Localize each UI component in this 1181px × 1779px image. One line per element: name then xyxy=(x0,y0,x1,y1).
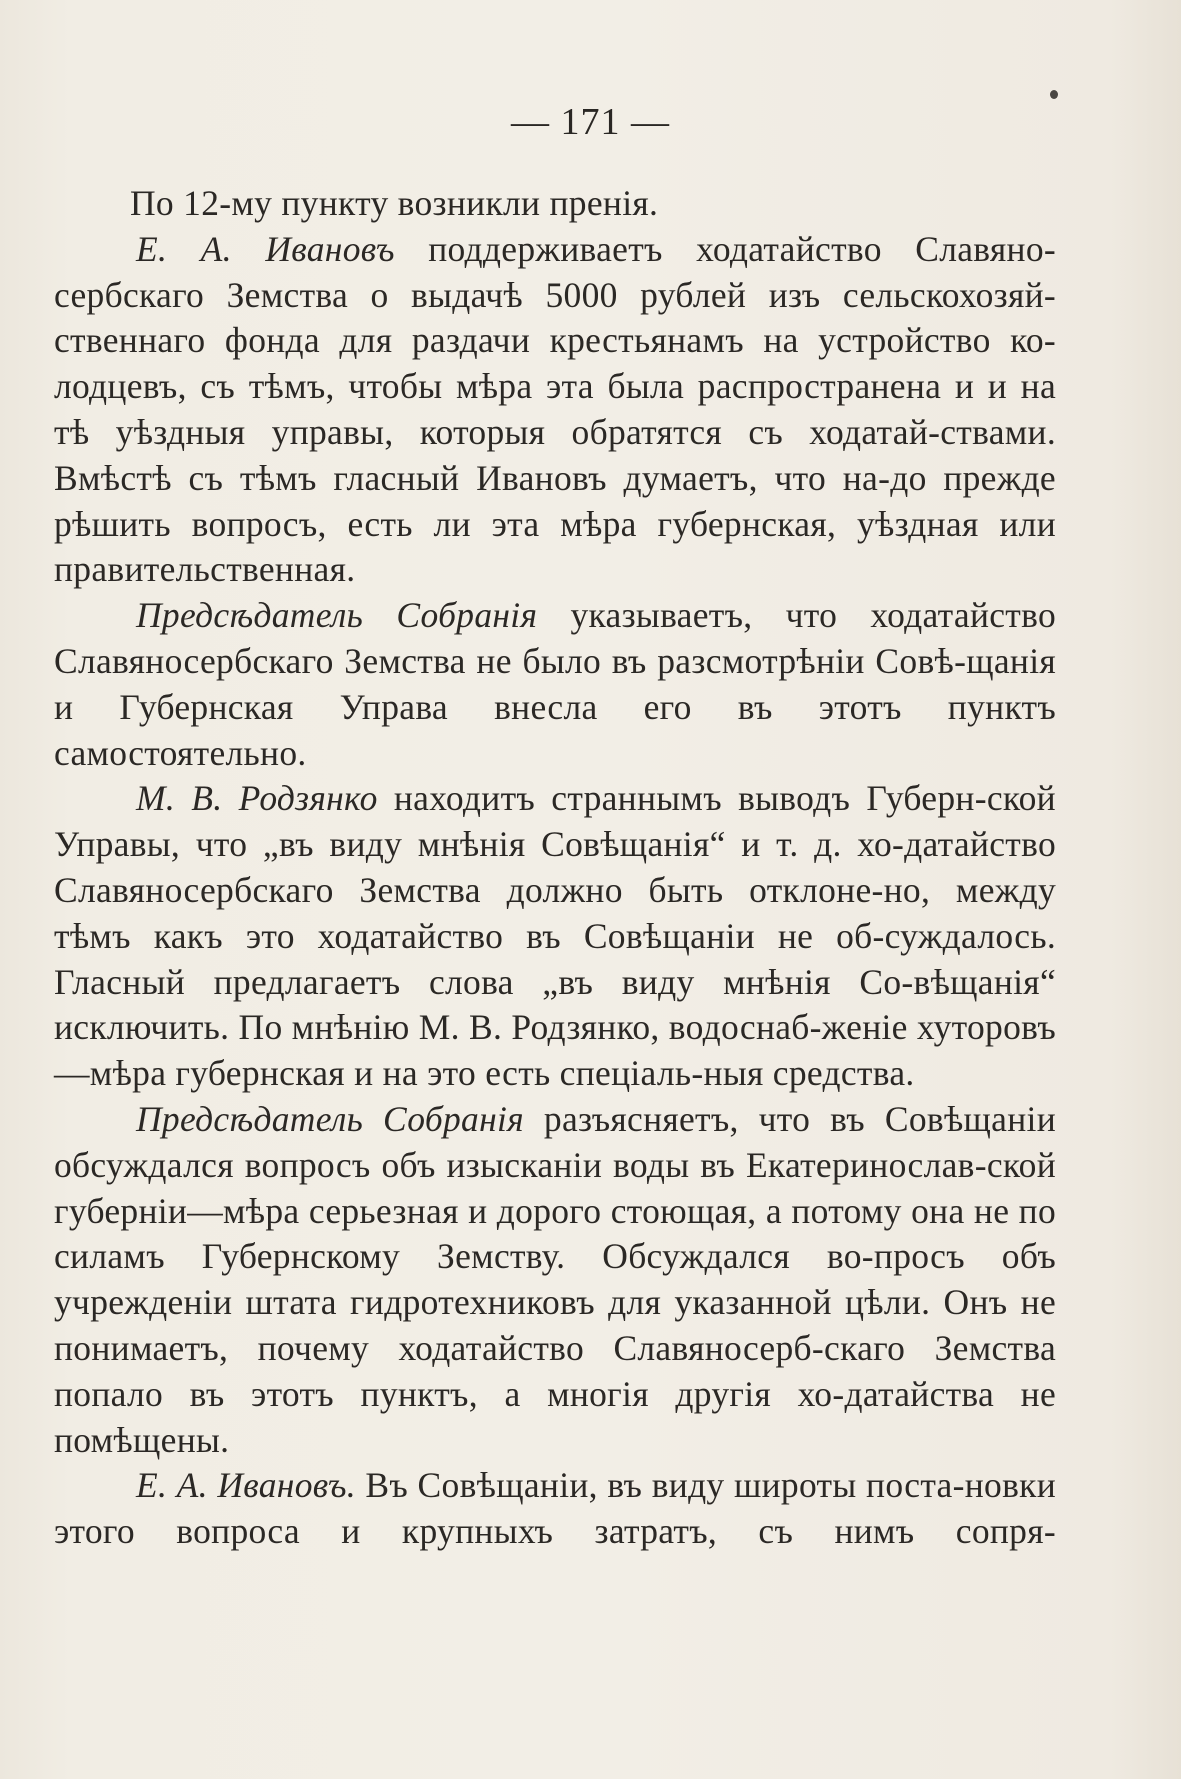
paragraph-3 xyxy=(54,593,1056,776)
speaker-name: Е. А. Ивановъ xyxy=(136,228,395,269)
ink-spot xyxy=(1050,90,1058,99)
paragraph-5 xyxy=(54,1097,1056,1463)
paragraph-text: Въ Совѣщаніи, въ виду широты поста-новки этого вопроса и крупныхъ затратъ, съ нимъ сопря- xyxy=(54,1465,1056,1552)
speaker-name: Предсѣдатель Собранія xyxy=(136,1098,524,1139)
paragraph-4 xyxy=(54,776,1056,1097)
speaker-name: Е. А. Ивановъ. xyxy=(136,1465,356,1506)
paragraph-text: разъясняетъ, что въ Совѣщаніи обсуждался вопросъ объ изысканіи воды въ Екатеринослав-ской губерніи—мѣра серьезная и дорого стоющая, а потому она не по силамъ Губернскому Земству. Обсуждался во-просъ объ учрежденіи штата гидротехниковъ для указанной цѣли. Онъ не понимаетъ, почему ходатайство Славяносерб-скаго Земства попало въ этотъ пунктъ, а многія другія хо-датайства не помѣщены. xyxy=(54,1098,1056,1460)
paragraph-6 xyxy=(54,1463,1056,1555)
page-body-text xyxy=(54,181,1056,1555)
paragraph-text: указываетъ, что ходатайство Славяносербскаго Земства не было въ разсмотрѣніи Совѣ-щанія и Губернская Управа внесла его въ этотъ пунктъ самостоятельно. xyxy=(54,595,1056,773)
paragraph-text: находитъ страннымъ выводъ Губерн-ской Управы, что „въ виду мнѣнія Совѣщанія“ и т. д. хо-датайство Славяносербскаго Земства должно быть отклоне-но, между тѣмъ какъ это ходатайство въ Совѣщаніи не об-суждалось. Гласный предлагаетъ слова „въ виду мнѣнія Со-вѣщанія“ исключить. По мнѣнію М. В. Родзянко, водоснаб-женіе хуторовъ—мѣра губернская и на это есть спеціаль-ныя средства. xyxy=(54,778,1056,1094)
paragraph-text: поддерживаетъ ходатайство Славяно-сербскаго Земства о выдачѣ 5000 рублей изъ сельскохозяй-ственнаго фонда для раздачи крестьянамъ на устройство ко-лодцевъ, съ тѣмъ, чтобы мѣра эта была распространена и и на тѣ уѣздныя управы, которыя обратятся съ ходатай-ствами. Вмѣстѣ съ тѣмъ гласный Ивановъ думаетъ, что на-до прежде рѣшить вопросъ, есть ли эта мѣра губернская, уѣздная или правительственная. xyxy=(54,228,1056,590)
speaker-name: М. В. Родзянко xyxy=(136,778,378,819)
speaker-name: Предсѣдатель Собранія xyxy=(136,595,538,636)
paragraph-1 xyxy=(54,181,1056,227)
paragraph-2 xyxy=(54,227,1056,593)
paragraph-text: По 12-му пункту возникли пренія. xyxy=(130,183,659,223)
page-number: — 171 — xyxy=(511,101,670,143)
